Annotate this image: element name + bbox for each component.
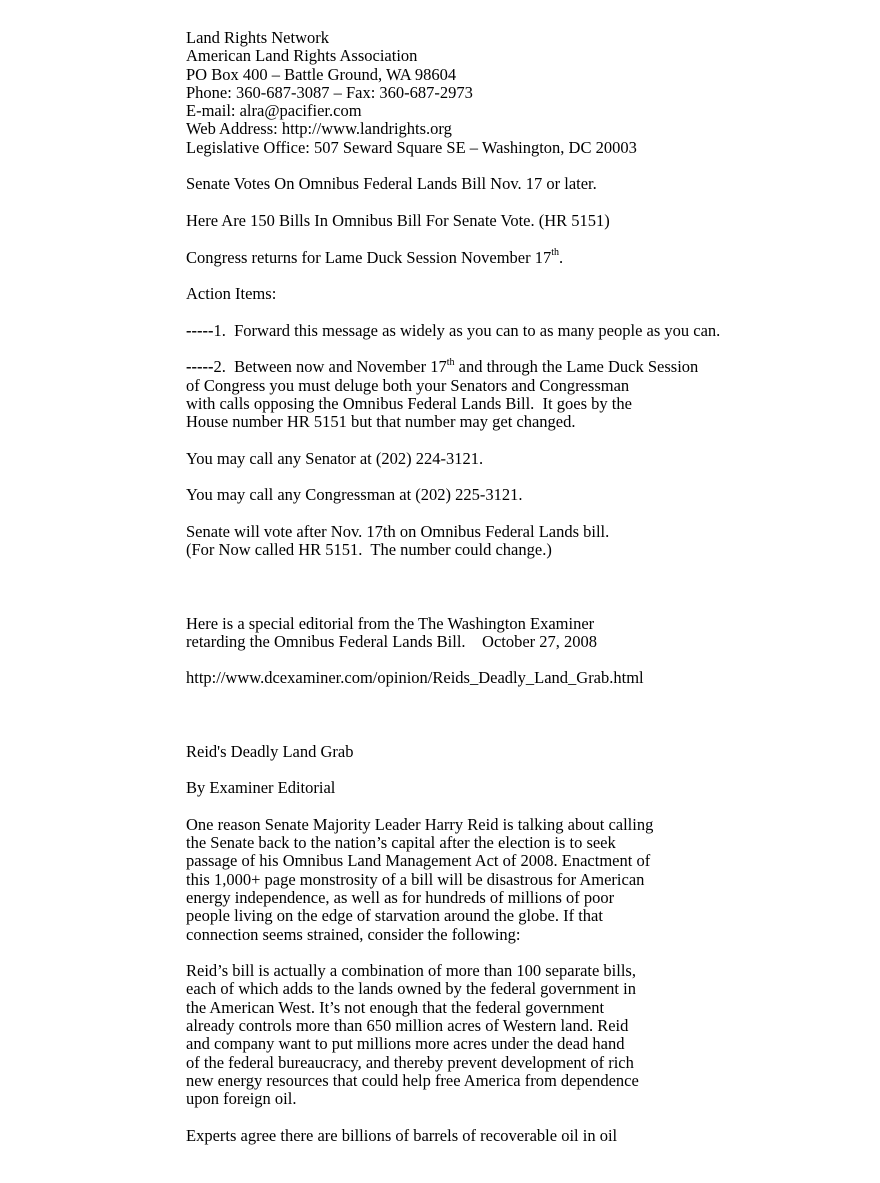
spacer — [186, 761, 826, 779]
spacer — [186, 340, 826, 358]
senate-vote-line-2: (For Now called HR 5151. The number could change.) — [186, 540, 552, 560]
paragraph-line: upon foreign oil. — [186, 1089, 297, 1109]
action-item-marker: ----- — [186, 357, 214, 377]
article-paragraph-2 — [186, 962, 826, 1108]
legislative-office: Legislative Office: 507 Seward Square SE – Washington, DC 20003 — [186, 137, 637, 157]
bills-count-notice: Here Are 150 Bills In Omnibus Bill For Senate Vote. (HR 5151) — [186, 210, 610, 230]
paragraph-line: people living on the edge of starvation around the globe. If that — [186, 906, 603, 926]
paragraph-line: the American West. It’s not enough that the federal government — [186, 997, 605, 1017]
action-items-heading: Action Items: — [186, 284, 277, 304]
spacer — [186, 560, 826, 615]
editorial-intro-line-1: Here is a special editorial from the The Washington Examiner — [186, 613, 595, 633]
ordinal-suffix: th — [551, 247, 559, 259]
editorial-url: http://www.dcexaminer.com/opinion/Reids_Deadly_Land_Grab.html — [186, 668, 644, 688]
spacer — [186, 797, 826, 815]
association-name: American Land Rights Association — [186, 46, 418, 66]
spacer — [186, 505, 826, 523]
article-paragraph-3 — [186, 1127, 826, 1145]
action-item-2 — [186, 358, 826, 431]
congressman-phone-line: You may call any Congressman at (202) 225-3121. — [186, 485, 523, 505]
action-item-2-text-cont: and through the Lame Duck Session — [454, 357, 699, 377]
paragraph-line: Experts agree there are billions of barrels of recoverable oil in oil — [186, 1125, 618, 1145]
paragraph-line: the Senate back to the nation’s capital after the election is to seek — [186, 833, 616, 853]
paragraph-line: new energy resources that could help free America from dependence — [186, 1070, 639, 1090]
action-item-1 — [186, 322, 826, 340]
spacer — [186, 432, 826, 450]
action-item-1-text: 1. Forward this message as widely as you can to as many people as you can. — [213, 320, 721, 340]
spacer — [186, 303, 826, 321]
paragraph-line: each of which adds to the lands owned by the federal government in — [186, 979, 636, 999]
spacer — [186, 468, 826, 486]
article-paragraph-1 — [186, 816, 826, 944]
action-item-2-line-4: House number HR 5151 but that number may get changed. — [186, 412, 576, 432]
mailing-address: PO Box 400 – Battle Ground, WA 98604 — [186, 64, 457, 84]
paragraph-line: this 1,000+ page monstrosity of a bill will be disastrous for American — [186, 869, 645, 889]
email-address: E-mail: alra@pacifier.com — [186, 101, 362, 121]
action-item-2-text: 2. Between now and November 17 — [213, 357, 447, 377]
spacer — [186, 230, 826, 248]
spacer — [186, 944, 826, 962]
spacer — [186, 688, 826, 743]
spacer — [186, 1109, 826, 1127]
senate-vote-line-1: Senate will vote after Nov. 17th on Omnibus Federal Lands bill. — [186, 522, 610, 542]
paragraph-line: energy independence, as well as for hundreds of millions of poor — [186, 887, 615, 907]
action-item-2-line-3: with calls opposing the Omnibus Federal Lands Bill. It goes by the — [186, 393, 632, 413]
senate-votes-notice: Senate Votes On Omnibus Federal Lands Bill Nov. 17 or later. — [186, 174, 597, 194]
spacer — [186, 651, 826, 669]
action-item-2-line-1 — [186, 358, 826, 376]
article-title: Reid's Deadly Land Grab — [186, 741, 354, 761]
article-byline: By Examiner Editorial — [186, 778, 336, 798]
paragraph-line: passage of his Omnibus Land Management Act of 2008. Enactment of — [186, 851, 651, 871]
congress-returns-end: . — [559, 247, 564, 267]
paragraph-line: already controls more than 650 million acres of Western land. Reid — [186, 1016, 629, 1036]
ordinal-suffix: th — [446, 356, 455, 368]
action-item-marker: ----- — [186, 320, 214, 340]
paragraph-line: of the federal bureaucracy, and thereby prevent development of rich — [186, 1052, 634, 1072]
editorial-intro-line-2: retarding the Omnibus Federal Lands Bill. October 27, 2008 — [186, 631, 598, 651]
web-address: Web Address: http://www.landrights.org — [186, 119, 452, 139]
paragraph-line: and company want to put millions more acres under the dead hand — [186, 1034, 625, 1054]
paragraph-line: Reid’s bill is actually a combination of more than 100 separate bills, — [186, 961, 636, 981]
spacer — [186, 157, 826, 175]
paragraph-line: One reason Senate Majority Leader Harry Reid is talking about calling — [186, 814, 654, 834]
paragraph-line: connection seems strained, consider the following: — [186, 924, 521, 944]
phone-fax: Phone: 360-687-3087 – Fax: 360-687-2973 — [186, 82, 473, 102]
spacer — [186, 267, 826, 285]
congress-returns-notice — [186, 249, 826, 267]
letterhead — [186, 29, 826, 157]
spacer — [186, 194, 826, 212]
org-name: Land Rights Network — [186, 28, 329, 47]
document-page — [186, 29, 826, 1145]
congress-returns-text: Congress returns for Lame Duck Session November 17 — [186, 247, 552, 267]
senator-phone-line: You may call any Senator at (202) 224-3121. — [186, 448, 484, 468]
action-item-2-line-2: of Congress you must deluge both your Senators and Congressman — [186, 375, 630, 395]
